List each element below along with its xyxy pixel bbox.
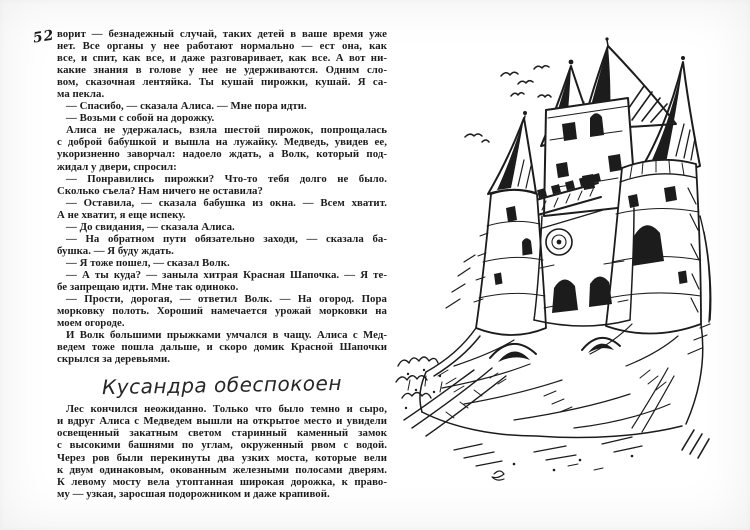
text-line: с доброй бабушкой и вышла на лужайку. Медведь, увидев ее, — [57, 136, 387, 149]
paragraph — [57, 100, 387, 112]
paragraph — [57, 124, 387, 172]
text-line: А не хватит, я еще испеку. — [57, 208, 186, 221]
text-line: — Спасибо, — сказала Алиса. — Мне пора идти. — [66, 100, 307, 113]
text-line: моем огороде. — [57, 317, 125, 330]
paragraph — [57, 173, 387, 197]
bushes — [396, 357, 442, 409]
paragraph — [57, 257, 387, 269]
text-column — [57, 28, 387, 500]
paths — [404, 368, 674, 436]
text-line: ма пекла. — [57, 88, 105, 101]
text-line: — А ты куда? — заныла хитрая Красная Шапочка. — Я те- — [66, 268, 387, 281]
right-spire — [644, 56, 700, 171]
paragraph — [57, 221, 387, 233]
text-line: скрылся за деревьями. — [57, 353, 171, 366]
text-line: Сколько съела? Нам ничего не оставила? — [57, 184, 263, 197]
castle-illustration — [394, 36, 718, 488]
text-line: и вдруг Алиса с Медведем вышли на открытое место и увидели — [57, 415, 387, 428]
text-line: — На обратном пути обязательно заходи, — сказала ба- — [66, 232, 387, 245]
text-line: — Я тоже пошел, — сказал Волк. — [66, 256, 230, 269]
text-line: И Волк большими прыжками умчался в чащу. Алиса с Мед- — [66, 329, 387, 342]
castle-ink-drawing — [394, 36, 718, 488]
text-line: Лес кончился неожиданно. Только что было темно и сыро, — [66, 403, 387, 416]
paragraph — [57, 28, 387, 100]
text-line: какие знания в голове у нее не удерживаются. Одним сло- — [57, 64, 387, 77]
text-line: ведем тоже пошла дальше, и скоро домик Красной Шапочки — [57, 341, 387, 354]
bridges — [490, 338, 620, 362]
text-line: бе запрещаю идти. Мне так одиноко. — [57, 280, 239, 293]
text-line: вом, сказочная лентяйка. Ты кушай пирожки, кушай. Я са- — [57, 76, 387, 89]
text-line: ворит — безнадежный случай, таких детей в ваше время уже — [57, 28, 387, 40]
text-line: укоризненно заворчал: надоело ждать, а Волк, который под- — [57, 148, 387, 161]
right-turret — [606, 160, 701, 334]
text-line: му — узкая, заросшая подорожником и даже крапивой. — [57, 487, 330, 500]
text-line: с высокими башнями по углам, окруженный рвом с водой. — [57, 439, 387, 452]
text-line: К левому мосту вела утоптанная широкая дорожка, к право- — [57, 475, 387, 488]
text-line: Алиса не удержалась, взяла шестой пирожок, попрощалась — [66, 124, 387, 137]
text-line: — Возьми с собой на дорожку. — [66, 112, 215, 125]
paragraph — [57, 329, 387, 365]
text-line: — До свидания, — сказала Алиса. — [66, 220, 235, 233]
left-bastion — [474, 111, 546, 335]
birds-icon — [465, 66, 551, 142]
text-line: все, и спит, как все, и даже разговаривает, как все. А вот ни- — [57, 52, 387, 65]
paragraph — [57, 269, 387, 293]
paragraph — [57, 233, 387, 257]
paragraph — [57, 403, 387, 499]
text-line: бушка. — Я буду ждать. — [57, 244, 174, 257]
text-line: морковку полоть. Хороший намечается урожай морковки на — [57, 305, 387, 318]
paragraph — [57, 197, 387, 221]
section-heading: Кусандра обеспокоен — [101, 371, 343, 400]
text-line: к двум одинаковым, окованным железными полосами дверям. — [57, 463, 387, 476]
text-line: Через ров были перекинуты два узких моста, которые вели — [57, 451, 387, 464]
page-number: 52 — [31, 27, 56, 47]
text-line: — Прости, дорогая, — ответил Волк. — На огород. Пора — [66, 293, 387, 306]
text-line: нет. Все органы у нее работают нормально — ест она, как — [57, 40, 387, 53]
text-line: жидал у двери, спросил: — [57, 160, 177, 173]
paragraph — [57, 293, 387, 329]
paragraph — [57, 112, 387, 124]
text-line: — Оставила, — сказала бабушка из окна. — Всем хватит. — [66, 196, 387, 209]
text-line: освещенный закатным светом старинный каменный замок — [57, 427, 387, 440]
text-line: — Понравились пирожки? Что-то тебя долго не было. — [66, 172, 387, 185]
